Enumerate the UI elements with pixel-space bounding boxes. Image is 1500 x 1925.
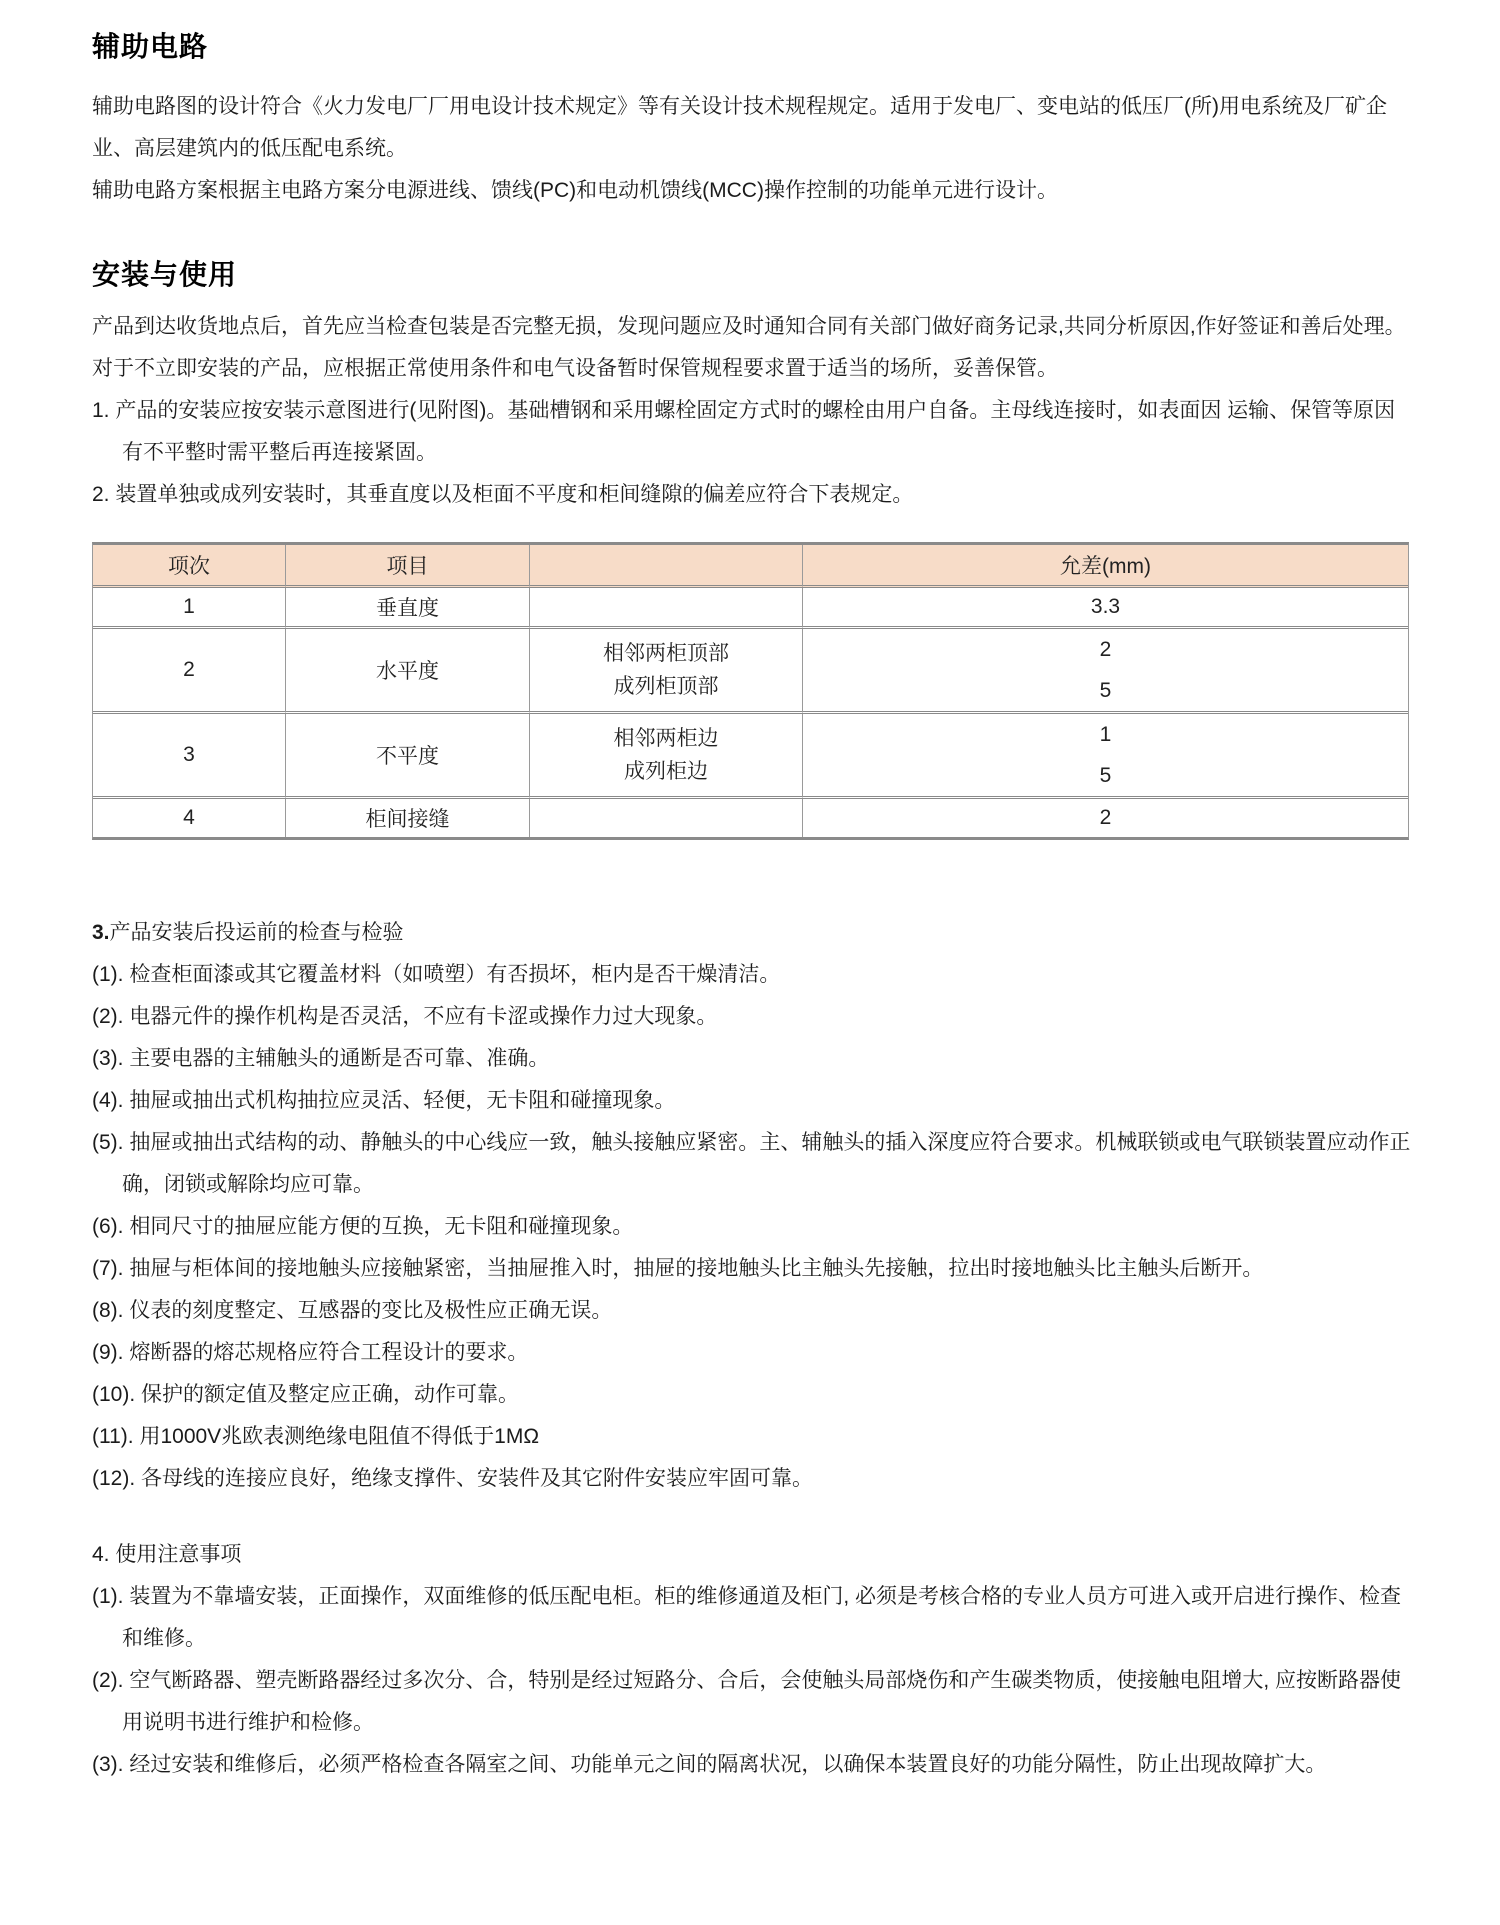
cell-no: 4: [93, 799, 286, 837]
cell-item: 柜间接缝: [286, 799, 530, 837]
table-row-1: [93, 588, 1408, 629]
subitem-line-1: 相邻两柜边: [613, 727, 719, 750]
tolerance-value-2: 5: [1099, 763, 1112, 787]
usage-item-3: (3). 经过安装和维修后，必须严格检查各隔室之间、功能单元之间的隔离状况，以确保本装置良好的功能分隔性，防止出现故障扩大。: [92, 1753, 1327, 1776]
check-item-8: (8). 仪表的刻度整定、互感器的变比及极性应正确无误。: [92, 1299, 613, 1322]
aux-paragraph-2: 辅助电路方案根据主电路方案分电源进线、馈线(PC)和电动机馈线(MCC)操作控制的功能单元进行设计。: [92, 179, 1058, 202]
install-item-2: 2. 装置单独或成列安装时，其垂直度以及柜面不平度和柜间缝隙的偏差应符合下表规定。: [92, 483, 914, 506]
header-cell-item-no: 项次: [93, 545, 286, 588]
subitem-line-2: 成列柜顶部: [613, 675, 719, 698]
section-title-usage-notes: 4. 使用注意事项: [92, 1543, 242, 1566]
section-title-text: 产品安装后投运前的检查与检验: [109, 921, 404, 944]
cell-subitem: [530, 629, 803, 714]
check-item-10: (10). 保护的额定值及整定应正确，动作可靠。: [92, 1383, 520, 1406]
cell-no: 2: [93, 629, 286, 714]
check-item-9: (9). 熔断器的熔芯规格应符合工程设计的要求。: [92, 1341, 529, 1364]
tolerance-value-1: 2: [1099, 637, 1112, 661]
table-row-3: [93, 714, 1408, 799]
section-title-inspection: [92, 912, 1412, 954]
subitem-line-1: 相邻两柜顶部: [603, 642, 729, 665]
check-item-12: (12). 各母线的连接应良好，绝缘支撑件、安装件及其它附件安装应牢固可靠。: [92, 1467, 814, 1490]
install-intro-paragraph: 产品到达收货地点后，首先应当检查包装是否完整无损，发现问题应及时通知合同有关部门做好商务记录,共同分析原因,作好签证和善后处理。对于不立即安装的产品，应根据正常使用条件和电气设备暂时保管规程要求置于适当的场所，妥善保管。: [92, 315, 1406, 380]
section-title-auxiliary-circuit: 辅助电路: [92, 31, 209, 62]
cell-item: 不平度: [286, 714, 530, 799]
check-item-7: (7). 抽屉与柜体间的接地触头应接触紧密，当抽屉推入时，抽屉的接地触头比主触头先接触，拉出时接地触头比主触头后断开。: [92, 1257, 1264, 1280]
usage-item-1: (1). 装置为不靠墙安装，正面操作，双面维修的低压配电柜。柜的维修通道及柜门, 必须是考核合格的专业人员方可进入或开启进行操作、检查和维修。: [92, 1585, 1401, 1650]
tolerance-table-header-row: [93, 545, 1408, 588]
check-item-3: (3). 主要电器的主辅触头的通断是否可靠、准确。: [92, 1047, 550, 1070]
header-cell-item: 项目: [286, 545, 530, 588]
check-item-5: (5). 抽屉或抽出式结构的动、静触头的中心线应一致，触头接触应紧密。主、辅触头的插入深度应符合要求。机械联锁或电气联锁装置应动作正确，闭锁或解除均应可靠。: [92, 1131, 1411, 1196]
cell-tolerance: 3.3: [803, 588, 1408, 629]
check-item-4: (4). 抽屉或抽出式机构抽拉应灵活、轻便，无卡阻和碰撞现象。: [92, 1089, 676, 1112]
check-item-1: (1). 检查柜面漆或其它覆盖材料（如喷塑）有否损坏，柜内是否干燥清洁。: [92, 963, 781, 986]
cell-subitem: [530, 588, 803, 629]
tolerance-value-1: 1: [1099, 722, 1112, 746]
cell-subitem: [530, 799, 803, 837]
cell-tolerance: [803, 629, 1408, 714]
header-cell-subitem: [530, 545, 803, 588]
table-row-4: [93, 799, 1408, 837]
cell-no: 3: [93, 714, 286, 799]
tolerance-table: [92, 542, 1409, 840]
cell-tolerance: 2: [1099, 806, 1112, 829]
check-item-11: (11). 用1000V兆欧表测绝缘电阻值不得低于1MΩ: [92, 1425, 540, 1448]
cell-item: 垂直度: [286, 588, 530, 629]
cell-subitem: [530, 714, 803, 799]
cell-tolerance: [803, 714, 1408, 799]
aux-paragraph-1: 辅助电路图的设计符合《火力发电厂厂用电设计技术规定》等有关设计技术规程规定。适用于发电厂、变电站的低压厂(所)用电系统及厂矿企业、高层建筑内的低压配电系统。: [92, 95, 1387, 160]
cell-item: 水平度: [286, 629, 530, 714]
check-item-2: (2). 电器元件的操作机构是否灵活，不应有卡涩或操作力过大现象。: [92, 1005, 718, 1028]
usage-item-2: (2). 空气断路器、塑壳断路器经过多次分、合，特别是经过短路分、合后，会使触头局部烧伤和产生碳类物质，使接触电阻增大, 应按断路器使用说明书进行维护和检修。: [92, 1669, 1401, 1734]
cell-no: 1: [93, 588, 286, 629]
subitem-line-2: 成列柜边: [624, 760, 708, 783]
section-title-installation-and-use: 安装与使用: [92, 259, 238, 290]
table-row-2: [93, 629, 1408, 714]
header-cell-tolerance: 允差(mm): [803, 545, 1408, 588]
section-number: 3.: [92, 921, 110, 944]
tolerance-value-2: 5: [1099, 678, 1112, 702]
install-item-1: 1. 产品的安装应按安装示意图进行(见附图)。基础槽钢和采用螺栓固定方式时的螺栓由用户自备。主母线连接时，如表面因 运输、保管等原因有不平整时需平整后再连接紧固。: [92, 399, 1396, 464]
check-item-6: (6). 相同尺寸的抽屉应能方便的互换，无卡阻和碰撞现象。: [92, 1215, 634, 1238]
